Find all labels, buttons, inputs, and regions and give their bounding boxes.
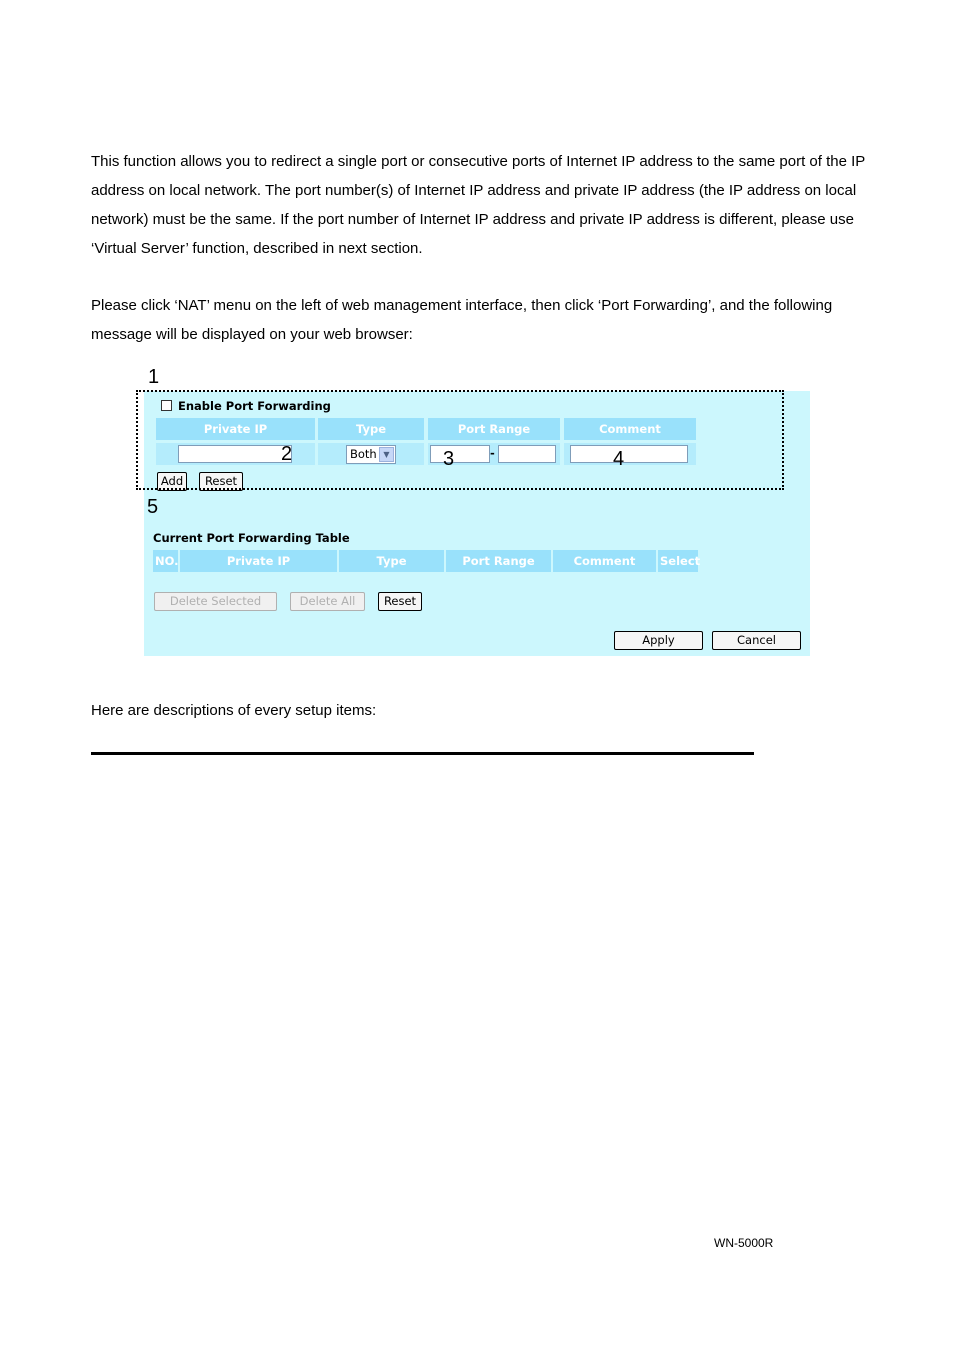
table-header-comment: Comment (553, 550, 656, 572)
header-private-ip: Private IP (156, 418, 315, 440)
table-header-no: NO. (153, 550, 178, 572)
callout-highlight-box (136, 390, 784, 490)
form-reset-button[interactable]: Reset (199, 472, 243, 491)
table-header-select: Select (658, 550, 698, 572)
apply-button[interactable]: Apply (614, 631, 703, 650)
callout-1: 1 (148, 366, 160, 388)
chevron-down-icon: ▼ (379, 447, 394, 462)
callout-4: 4 (613, 448, 625, 470)
table-header-private-ip: Private IP (180, 550, 337, 572)
horizontal-rule (91, 752, 754, 755)
cancel-button[interactable]: Cancel (712, 631, 801, 650)
callout-3: 3 (443, 448, 455, 470)
instruction-paragraph: Please click ‘NAT’ menu on the left of web management interface, then click ‘Port Forwarding’, and the following message will be displayed on your web browser: (91, 297, 833, 343)
header-comment: Comment (564, 418, 696, 440)
callout-2: 2 (281, 443, 293, 465)
add-button[interactable]: Add (157, 472, 187, 491)
intro-paragraph: This function allows you to redirect a single port or consecutive ports of Internet IP address to the same port of the IP address on local network. The port number(s) of Internet IP address and private IP address (the IP address on local network) must be the same. If the port number of Internet IP address and private IP address is different, please use ‘Virtual Server’ function, described in next section. (91, 153, 866, 257)
table-title: Current Port Forwarding Table (153, 531, 350, 545)
port-range-separator: - (490, 446, 495, 460)
delete-selected-button[interactable]: Delete Selected (154, 592, 277, 611)
type-select-value: Both (350, 447, 377, 461)
table-reset-button[interactable]: Reset (378, 592, 422, 611)
table-header-port-range: Port Range (446, 550, 551, 572)
callout-5: 5 (147, 496, 159, 518)
table-header-type: Type (339, 550, 444, 572)
footer-model: WN-5000R (714, 1236, 774, 1250)
descriptions-intro: Here are descriptions of every setup items: (91, 702, 377, 719)
header-type: Type (318, 418, 424, 440)
enable-port-forwarding-label: Enable Port Forwarding (178, 399, 331, 413)
delete-all-button[interactable]: Delete All (290, 592, 365, 611)
header-port-range: Port Range (428, 418, 560, 440)
